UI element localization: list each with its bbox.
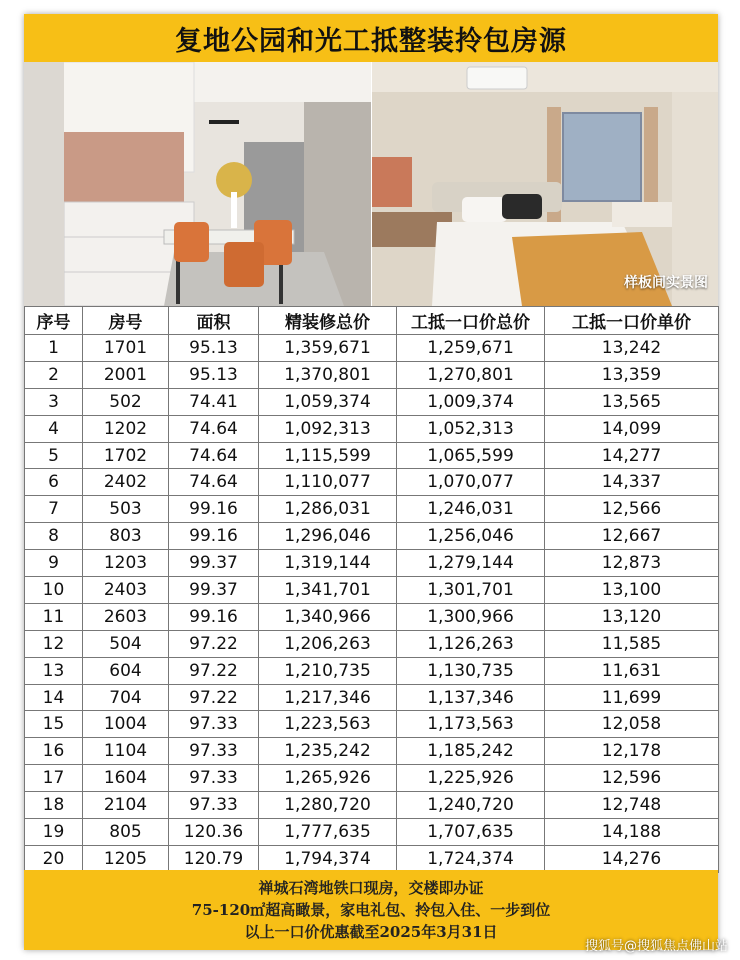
table-cell: 1,300,966	[397, 603, 545, 630]
header-offer-unit-price: 工抵一口价单价	[545, 307, 719, 335]
table-cell: 12,058	[545, 711, 719, 738]
table-cell: 99.16	[169, 603, 259, 630]
table-cell: 120.79	[169, 845, 259, 872]
table-cell: 4	[25, 415, 83, 442]
table-cell: 803	[83, 523, 169, 550]
table-cell: 99.16	[169, 496, 259, 523]
table-cell: 12,566	[545, 496, 719, 523]
table-cell: 1,065,599	[397, 442, 545, 469]
table-cell: 13,100	[545, 577, 719, 604]
table-row	[25, 603, 719, 630]
table-cell: 15	[25, 711, 83, 738]
table-row	[25, 684, 719, 711]
table-header-row	[25, 307, 719, 335]
table-cell: 97.33	[169, 792, 259, 819]
header-index: 序号	[25, 307, 83, 335]
table-cell: 1203	[83, 550, 169, 577]
table-cell: 11	[25, 603, 83, 630]
table-cell: 502	[83, 388, 169, 415]
table-cell: 120.36	[169, 819, 259, 846]
table-cell: 704	[83, 684, 169, 711]
table-cell: 1,185,242	[397, 738, 545, 765]
promo-line-2: 75-120㎡超高瞰景，家电礼包、拎包入住、一步到位	[191, 901, 551, 919]
table-cell: 1,052,313	[397, 415, 545, 442]
table-cell: 1,341,701	[259, 577, 397, 604]
table-cell: 1,173,563	[397, 711, 545, 738]
table-cell: 1,296,046	[259, 523, 397, 550]
table-row	[25, 335, 719, 362]
watermark: 搜狐号@搜狐焦点佛山站	[584, 939, 728, 954]
table-cell: 1,217,346	[259, 684, 397, 711]
table-cell: 12,667	[545, 523, 719, 550]
table-row	[25, 765, 719, 792]
bedroom-photo	[372, 62, 718, 306]
table-cell: 12,873	[545, 550, 719, 577]
table-cell: 503	[83, 496, 169, 523]
header-furnished-total: 精装修总价	[259, 307, 397, 335]
table-cell: 13,120	[545, 603, 719, 630]
table-cell: 1104	[83, 738, 169, 765]
table-cell: 1,240,720	[397, 792, 545, 819]
table-cell: 2403	[83, 577, 169, 604]
table-cell: 1,256,046	[397, 523, 545, 550]
table-row	[25, 738, 719, 765]
table-row	[25, 845, 719, 872]
table-cell: 12,178	[545, 738, 719, 765]
table-cell: 1,340,966	[259, 603, 397, 630]
table-row	[25, 550, 719, 577]
table-cell: 13,359	[545, 361, 719, 388]
table-cell: 1,235,242	[259, 738, 397, 765]
table-cell: 1,092,313	[259, 415, 397, 442]
table-cell: 2001	[83, 361, 169, 388]
table-cell: 19	[25, 819, 83, 846]
table-row	[25, 496, 719, 523]
table-cell: 12,748	[545, 792, 719, 819]
table-cell: 95.13	[169, 335, 259, 362]
table-row	[25, 657, 719, 684]
table-row	[25, 711, 719, 738]
table-row	[25, 630, 719, 657]
table-cell: 97.33	[169, 711, 259, 738]
table-cell: 1,130,735	[397, 657, 545, 684]
photo-caption: 样板间实景图	[624, 275, 708, 291]
table-cell: 1,126,263	[397, 630, 545, 657]
table-cell: 74.64	[169, 442, 259, 469]
table-cell: 1,206,263	[259, 630, 397, 657]
table-row	[25, 388, 719, 415]
table-cell: 2402	[83, 469, 169, 496]
table-cell: 1202	[83, 415, 169, 442]
table-cell: 504	[83, 630, 169, 657]
table-cell: 1205	[83, 845, 169, 872]
listing-sheet	[24, 14, 718, 950]
table-cell: 1,110,077	[259, 469, 397, 496]
table-cell: 1,370,801	[259, 361, 397, 388]
table-cell: 99.37	[169, 577, 259, 604]
table-cell: 12	[25, 630, 83, 657]
table-cell: 1,359,671	[259, 335, 397, 362]
table-cell: 1604	[83, 765, 169, 792]
kitchen-dining-photo	[24, 62, 371, 306]
promo-line-3: 以上一口价优惠截至2025年3月31日	[244, 923, 498, 941]
header-offer-total: 工抵一口价总价	[397, 307, 545, 335]
table-cell: 14,188	[545, 819, 719, 846]
table-cell: 1,777,635	[259, 819, 397, 846]
table-cell: 1,270,801	[397, 361, 545, 388]
table-cell: 97.22	[169, 657, 259, 684]
table-cell: 1,707,635	[397, 819, 545, 846]
table-cell: 74.64	[169, 469, 259, 496]
table-cell: 5	[25, 442, 83, 469]
table-row	[25, 577, 719, 604]
table-cell: 74.64	[169, 415, 259, 442]
table-cell: 9	[25, 550, 83, 577]
page-title: 复地公园和光工抵整装拎包房源	[24, 14, 718, 62]
table-row	[25, 523, 719, 550]
table-cell: 14,277	[545, 442, 719, 469]
table-cell: 1,265,926	[259, 765, 397, 792]
table-cell: 1,210,735	[259, 657, 397, 684]
table-cell: 1,280,720	[259, 792, 397, 819]
table-cell: 8	[25, 523, 83, 550]
table-cell: 14,337	[545, 469, 719, 496]
table-cell: 14,099	[545, 415, 719, 442]
table-cell: 1,794,374	[259, 845, 397, 872]
table-cell: 1,259,671	[397, 335, 545, 362]
table-cell: 97.33	[169, 738, 259, 765]
promo-line-1: 禅城石湾地铁口现房，交楼即办证	[258, 879, 484, 897]
table-cell: 1,059,374	[259, 388, 397, 415]
table-cell: 99.16	[169, 523, 259, 550]
table-cell: 13	[25, 657, 83, 684]
table-cell: 12,596	[545, 765, 719, 792]
table-cell: 2	[25, 361, 83, 388]
table-cell: 20	[25, 845, 83, 872]
table-row	[25, 361, 719, 388]
table-cell: 1,319,144	[259, 550, 397, 577]
table-cell: 2104	[83, 792, 169, 819]
price-table	[24, 306, 719, 873]
table-cell: 3	[25, 388, 83, 415]
table-cell: 14,276	[545, 845, 719, 872]
table-cell: 16	[25, 738, 83, 765]
table-cell: 97.33	[169, 765, 259, 792]
table-cell: 1,225,926	[397, 765, 545, 792]
table-cell: 1,009,374	[397, 388, 545, 415]
table-cell: 99.37	[169, 550, 259, 577]
table-cell: 1702	[83, 442, 169, 469]
table-row	[25, 415, 719, 442]
table-cell: 74.41	[169, 388, 259, 415]
table-cell: 1,246,031	[397, 496, 545, 523]
table-cell: 97.22	[169, 630, 259, 657]
table-cell: 1	[25, 335, 83, 362]
table-cell: 7	[25, 496, 83, 523]
table-cell: 11,699	[545, 684, 719, 711]
table-cell: 17	[25, 765, 83, 792]
header-unit: 房号	[83, 307, 169, 335]
table-cell: 2603	[83, 603, 169, 630]
table-row	[25, 819, 719, 846]
table-cell: 604	[83, 657, 169, 684]
table-cell: 805	[83, 819, 169, 846]
table-row	[25, 792, 719, 819]
table-cell: 18	[25, 792, 83, 819]
table-cell: 1,724,374	[397, 845, 545, 872]
header-area: 面积	[169, 307, 259, 335]
table-cell: 95.13	[169, 361, 259, 388]
table-cell: 1,279,144	[397, 550, 545, 577]
table-cell: 1,070,077	[397, 469, 545, 496]
table-cell: 13,242	[545, 335, 719, 362]
table-cell: 13,565	[545, 388, 719, 415]
table-row	[25, 469, 719, 496]
table-cell: 97.22	[169, 684, 259, 711]
table-cell: 1,115,599	[259, 442, 397, 469]
table-cell: 1701	[83, 335, 169, 362]
table-cell: 6	[25, 469, 83, 496]
table-cell: 14	[25, 684, 83, 711]
table-row	[25, 442, 719, 469]
table-cell: 11,585	[545, 630, 719, 657]
sample-room-photos	[24, 62, 718, 306]
table-cell: 10	[25, 577, 83, 604]
table-cell: 1,223,563	[259, 711, 397, 738]
table-cell: 11,631	[545, 657, 719, 684]
table-cell: 1,301,701	[397, 577, 545, 604]
table-cell: 1,137,346	[397, 684, 545, 711]
table-cell: 1004	[83, 711, 169, 738]
table-cell: 1,286,031	[259, 496, 397, 523]
